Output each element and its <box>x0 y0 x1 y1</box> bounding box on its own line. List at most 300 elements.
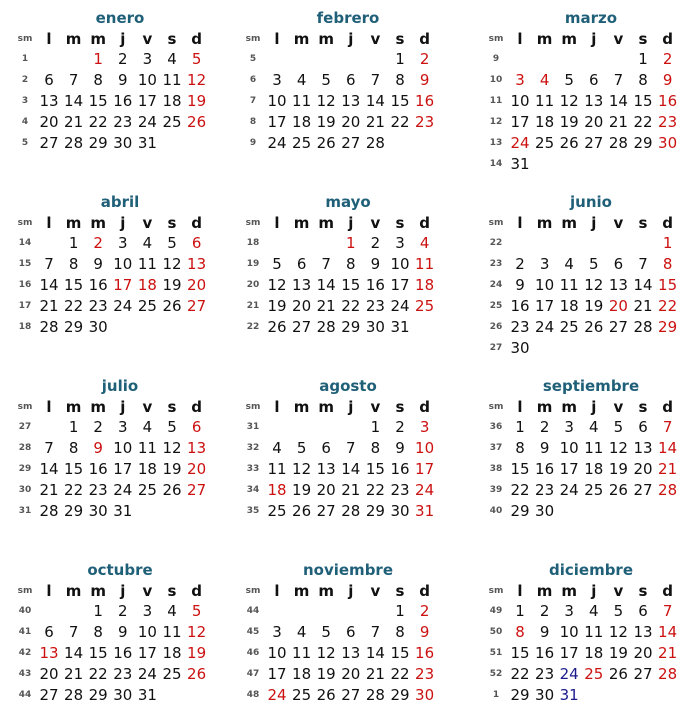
day-cell: 18 <box>137 276 157 294</box>
day-cell: 2 <box>539 418 550 436</box>
day-cell: 19 <box>162 460 182 478</box>
month-title: diciembre <box>548 561 634 579</box>
day-cell: 24 <box>559 665 579 683</box>
week-number: 2 <box>21 75 29 85</box>
day-header: m <box>536 582 553 600</box>
day-header: m <box>90 582 106 600</box>
week-label: sm <box>245 218 261 228</box>
day-cell: 4 <box>167 50 177 68</box>
day-header: m <box>90 398 106 416</box>
day-cell: 12 <box>187 623 207 641</box>
day-cell: 3 <box>272 623 282 641</box>
day-cell: 22 <box>64 297 84 315</box>
day-header: m <box>318 30 334 48</box>
day-cell: 17 <box>137 92 157 110</box>
day-cell: 25 <box>267 502 287 520</box>
day-cell: 10 <box>137 71 157 89</box>
week-label: sm <box>17 34 33 44</box>
day-cell: 18 <box>267 481 287 499</box>
week-number: 3 <box>21 96 29 106</box>
day-cell: 2 <box>370 234 381 252</box>
day-header: m <box>318 582 334 600</box>
day-header: d <box>419 30 430 48</box>
day-cell: 9 <box>93 255 103 273</box>
day-cell: 22 <box>510 481 530 499</box>
day-header: d <box>662 30 673 48</box>
day-cell: 29 <box>390 686 410 704</box>
day-header: m <box>293 214 310 232</box>
day-cell: 8 <box>515 623 525 641</box>
day-cell: 20 <box>39 665 59 683</box>
day-cell: 24 <box>559 481 579 499</box>
day-cell: 28 <box>658 665 678 683</box>
day-cell: 26 <box>267 318 287 336</box>
day-header: v <box>613 214 624 232</box>
day-cell: 27 <box>608 318 628 336</box>
day-cell: 29 <box>64 502 84 520</box>
day-cell: 5 <box>167 418 177 436</box>
day-header: m <box>65 214 82 232</box>
week-number: 22 <box>246 322 260 332</box>
day-cell: 24 <box>137 665 157 683</box>
day-cell: 7 <box>662 602 673 620</box>
day-cell: 29 <box>633 134 653 152</box>
day-cell: 3 <box>395 234 405 252</box>
day-cell: 10 <box>535 276 555 294</box>
week-number: 16 <box>18 280 32 290</box>
day-header: d <box>191 30 202 48</box>
day-cell: 21 <box>64 665 84 683</box>
day-cell: 19 <box>187 92 207 110</box>
day-cell: 15 <box>390 644 410 662</box>
day-cell: 8 <box>395 71 405 89</box>
day-cell: 18 <box>415 276 435 294</box>
day-cell: 9 <box>419 623 430 641</box>
day-cell: 20 <box>341 113 361 131</box>
week-number: 15 <box>18 259 32 269</box>
day-cell: 9 <box>370 255 381 273</box>
day-cell: 1 <box>346 234 356 252</box>
day-cell: 3 <box>564 418 574 436</box>
day-cell: 16 <box>113 92 133 110</box>
day-cell: 15 <box>510 460 530 478</box>
day-cell: 27 <box>39 134 59 152</box>
day-cell: 9 <box>539 439 550 457</box>
day-cell: 6 <box>44 71 54 89</box>
day-header: m <box>65 398 82 416</box>
day-cell: 17 <box>267 665 287 683</box>
day-header: m <box>293 30 310 48</box>
day-cell: 19 <box>316 665 336 683</box>
day-cell: 22 <box>510 665 530 683</box>
day-cell: 6 <box>191 418 202 436</box>
day-cell: 28 <box>658 481 678 499</box>
day-cell: 17 <box>137 644 157 662</box>
day-cell: 8 <box>68 255 79 273</box>
day-cell: 2 <box>395 418 405 436</box>
day-cell: 3 <box>564 602 574 620</box>
day-cell: 16 <box>113 644 133 662</box>
day-header: j <box>348 214 354 232</box>
week-number: 51 <box>489 648 503 658</box>
day-cell: 5 <box>272 255 282 273</box>
day-cell: 20 <box>633 644 653 662</box>
day-cell: 28 <box>365 686 385 704</box>
day-cell: 14 <box>39 460 59 478</box>
day-cell: 8 <box>395 623 405 641</box>
day-cell: 21 <box>633 297 653 315</box>
day-cell: 25 <box>584 481 604 499</box>
week-number: 5 <box>249 54 257 64</box>
day-cell: 18 <box>137 460 157 478</box>
day-cell: 23 <box>535 665 555 683</box>
day-cell: 16 <box>658 92 678 110</box>
week-number: 27 <box>489 343 503 353</box>
week-number: 45 <box>246 627 260 637</box>
day-cell: 1 <box>638 50 648 68</box>
day-cell: 26 <box>162 481 182 499</box>
week-number: 32 <box>246 443 260 453</box>
day-cell: 17 <box>535 297 555 315</box>
day-cell: 20 <box>187 276 207 294</box>
day-cell: 1 <box>515 602 525 620</box>
day-cell: 24 <box>137 113 157 131</box>
day-cell: 3 <box>272 71 282 89</box>
day-cell: 6 <box>44 623 54 641</box>
day-cell: 15 <box>88 92 108 110</box>
day-cell: 31 <box>559 686 579 704</box>
day-cell: 26 <box>316 134 336 152</box>
week-number: 35 <box>246 506 260 516</box>
day-cell: 17 <box>267 113 287 131</box>
day-cell: 17 <box>113 460 133 478</box>
day-cell: 9 <box>662 71 673 89</box>
day-cell: 14 <box>316 276 336 294</box>
week-number: 46 <box>246 648 260 658</box>
day-cell: 26 <box>187 665 207 683</box>
day-cell: 22 <box>390 665 410 683</box>
day-cell: 20 <box>316 481 336 499</box>
day-cell: 9 <box>395 439 405 457</box>
day-cell: 21 <box>608 113 628 131</box>
day-cell: 21 <box>64 113 84 131</box>
day-cell: 29 <box>510 686 530 704</box>
day-cell: 3 <box>515 71 525 89</box>
week-label: sm <box>245 586 261 596</box>
day-header: l <box>274 30 280 48</box>
week-number: 12 <box>489 117 503 127</box>
day-cell: 23 <box>510 318 530 336</box>
week-number: 39 <box>489 485 503 495</box>
day-cell: 2 <box>93 418 103 436</box>
day-cell: 12 <box>267 276 287 294</box>
day-cell: 10 <box>113 439 133 457</box>
day-cell: 18 <box>162 644 182 662</box>
week-number: 31 <box>18 506 32 516</box>
day-cell: 2 <box>419 602 430 620</box>
day-cell: 19 <box>267 297 287 315</box>
day-cell: 30 <box>390 502 410 520</box>
day-cell: 22 <box>64 481 84 499</box>
day-cell: 5 <box>167 234 177 252</box>
day-header: v <box>142 582 153 600</box>
day-cell: 17 <box>559 644 579 662</box>
day-cell: 15 <box>510 644 530 662</box>
day-header: m <box>536 214 553 232</box>
day-header: j <box>120 398 126 416</box>
week-label: sm <box>17 586 33 596</box>
day-cell: 14 <box>64 644 84 662</box>
day-header: s <box>167 214 177 232</box>
day-cell: 29 <box>88 134 108 152</box>
day-cell: 11 <box>162 623 182 641</box>
day-cell: 8 <box>68 439 79 457</box>
day-cell: 8 <box>93 71 103 89</box>
day-cell: 7 <box>638 255 648 273</box>
day-cell: 7 <box>370 623 381 641</box>
day-cell: 14 <box>365 644 385 662</box>
day-cell: 22 <box>365 481 385 499</box>
day-header: j <box>120 214 126 232</box>
day-header: d <box>662 582 673 600</box>
week-number: 41 <box>18 627 32 637</box>
day-cell: 25 <box>292 134 312 152</box>
day-cell: 25 <box>559 318 579 336</box>
day-cell: 14 <box>658 623 678 641</box>
day-cell: 13 <box>187 255 207 273</box>
day-header: d <box>191 582 202 600</box>
day-cell: 17 <box>559 460 579 478</box>
day-header: v <box>370 30 381 48</box>
day-cell: 27 <box>316 502 336 520</box>
day-header: s <box>395 398 405 416</box>
day-cell: 28 <box>64 134 84 152</box>
day-cell: 9 <box>419 71 430 89</box>
day-cell: 13 <box>633 439 653 457</box>
day-cell: 16 <box>88 460 108 478</box>
week-label: sm <box>245 402 261 412</box>
day-cell: 11 <box>535 92 555 110</box>
day-cell: 18 <box>535 113 555 131</box>
day-cell: 11 <box>415 255 435 273</box>
day-cell: 11 <box>559 276 579 294</box>
day-cell: 8 <box>515 439 525 457</box>
week-number: 14 <box>18 238 32 248</box>
day-cell: 21 <box>658 644 678 662</box>
day-cell: 17 <box>415 460 435 478</box>
day-header: v <box>370 214 381 232</box>
week-number: 37 <box>489 443 503 453</box>
day-cell: 4 <box>296 71 307 89</box>
day-header: j <box>120 582 126 600</box>
week-number: 29 <box>18 464 32 474</box>
day-header: s <box>638 30 648 48</box>
day-cell: 4 <box>589 418 599 436</box>
day-cell: 12 <box>584 276 604 294</box>
day-cell: 21 <box>316 297 336 315</box>
week-number: 9 <box>492 54 500 64</box>
day-cell: 25 <box>137 297 157 315</box>
day-cell: 25 <box>137 481 157 499</box>
day-cell: 1 <box>93 50 103 68</box>
day-cell: 12 <box>162 255 182 273</box>
day-cell: 30 <box>535 502 555 520</box>
day-cell: 21 <box>658 460 678 478</box>
day-cell: 14 <box>39 276 59 294</box>
day-cell: 27 <box>341 686 361 704</box>
day-cell: 12 <box>187 71 207 89</box>
day-header: v <box>142 214 153 232</box>
day-cell: 8 <box>93 623 103 641</box>
day-cell: 6 <box>296 255 307 273</box>
day-header: j <box>591 30 597 48</box>
day-header: s <box>395 30 405 48</box>
day-cell: 8 <box>346 255 356 273</box>
day-cell: 28 <box>39 502 59 520</box>
day-cell: 29 <box>341 318 361 336</box>
week-number: 33 <box>246 464 260 474</box>
day-cell: 4 <box>142 234 153 252</box>
day-cell: 9 <box>118 623 128 641</box>
day-cell: 15 <box>365 460 385 478</box>
week-number: 20 <box>246 280 260 290</box>
day-header: v <box>613 30 624 48</box>
day-header: l <box>274 214 280 232</box>
week-number: 31 <box>246 422 260 432</box>
day-cell: 7 <box>346 439 356 457</box>
week-number: 26 <box>489 322 503 332</box>
day-cell: 28 <box>633 318 653 336</box>
day-cell: 30 <box>658 134 678 152</box>
day-cell: 5 <box>321 623 331 641</box>
day-cell: 16 <box>390 460 410 478</box>
day-cell: 23 <box>415 113 435 131</box>
day-cell: 11 <box>137 255 157 273</box>
day-header: m <box>65 30 82 48</box>
day-cell: 3 <box>539 255 550 273</box>
day-cell: 28 <box>608 134 628 152</box>
week-number: 9 <box>249 138 257 148</box>
day-cell: 26 <box>187 113 207 131</box>
day-cell: 16 <box>535 460 555 478</box>
day-cell: 28 <box>365 134 385 152</box>
day-header: m <box>561 582 577 600</box>
day-cell: 12 <box>559 92 579 110</box>
week-label: sm <box>488 218 504 228</box>
week-number: 24 <box>489 280 503 290</box>
day-header: s <box>167 398 177 416</box>
week-number: 27 <box>18 422 32 432</box>
day-cell: 27 <box>187 481 207 499</box>
day-cell: 2 <box>93 234 103 252</box>
day-cell: 25 <box>162 665 182 683</box>
day-cell: 17 <box>113 276 133 294</box>
day-header: v <box>370 398 381 416</box>
week-number: 1 <box>21 54 29 64</box>
week-number: 11 <box>489 96 503 106</box>
day-cell: 4 <box>272 439 282 457</box>
day-cell: 9 <box>515 276 525 294</box>
day-cell: 18 <box>584 460 604 478</box>
day-header: d <box>419 582 430 600</box>
day-cell: 8 <box>662 255 673 273</box>
day-cell: 24 <box>415 481 435 499</box>
day-header: j <box>591 214 597 232</box>
week-number: 10 <box>489 75 503 85</box>
day-cell: 22 <box>390 113 410 131</box>
day-cell: 4 <box>539 71 550 89</box>
week-number: 6 <box>249 75 257 85</box>
day-cell: 15 <box>341 276 361 294</box>
day-cell: 3 <box>142 50 153 68</box>
day-cell: 12 <box>162 439 182 457</box>
day-cell: 31 <box>113 502 133 520</box>
day-cell: 29 <box>365 502 385 520</box>
day-header: s <box>638 398 648 416</box>
day-cell: 3 <box>118 234 128 252</box>
day-cell: 1 <box>662 234 673 252</box>
day-header: d <box>662 214 673 232</box>
week-number: 19 <box>246 259 260 269</box>
week-number: 22 <box>489 238 503 248</box>
day-header: m <box>90 30 106 48</box>
day-cell: 11 <box>162 71 182 89</box>
day-cell: 13 <box>316 460 336 478</box>
day-cell: 10 <box>559 439 579 457</box>
week-number: 14 <box>489 159 503 169</box>
day-cell: 26 <box>292 502 312 520</box>
day-cell: 12 <box>608 439 628 457</box>
day-cell: 28 <box>316 318 336 336</box>
day-cell: 27 <box>341 134 361 152</box>
day-cell: 21 <box>365 665 385 683</box>
day-cell: 11 <box>267 460 287 478</box>
day-cell: 29 <box>64 318 84 336</box>
day-cell: 22 <box>341 297 361 315</box>
week-number: 36 <box>489 422 503 432</box>
month-title: julio <box>101 377 139 395</box>
day-cell: 27 <box>292 318 312 336</box>
day-cell: 29 <box>510 502 530 520</box>
day-cell: 1 <box>395 50 405 68</box>
day-cell: 26 <box>559 134 579 152</box>
month-title: noviembre <box>302 561 393 579</box>
day-cell: 28 <box>64 686 84 704</box>
day-cell: 6 <box>346 623 356 641</box>
day-header: l <box>46 30 52 48</box>
day-cell: 23 <box>658 113 678 131</box>
day-cell: 31 <box>137 686 157 704</box>
week-number: 48 <box>246 690 260 700</box>
week-number: 42 <box>18 648 32 658</box>
day-cell: 5 <box>321 71 331 89</box>
day-cell: 15 <box>64 276 84 294</box>
month-title: agosto <box>319 377 377 395</box>
day-cell: 5 <box>191 602 202 620</box>
day-header: l <box>517 214 523 232</box>
day-cell: 10 <box>267 644 287 662</box>
day-cell: 13 <box>608 276 628 294</box>
day-cell: 30 <box>415 686 435 704</box>
day-cell: 13 <box>187 439 207 457</box>
day-header: s <box>638 214 648 232</box>
day-header: m <box>561 398 577 416</box>
day-cell: 5 <box>589 255 599 273</box>
day-cell: 10 <box>415 439 435 457</box>
week-number: 4 <box>21 117 29 127</box>
day-cell: 1 <box>68 234 79 252</box>
day-header: j <box>591 398 597 416</box>
